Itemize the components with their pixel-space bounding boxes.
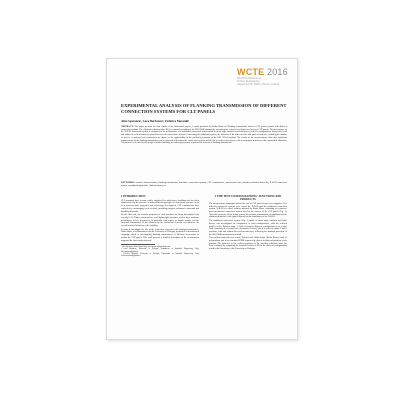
left-column xyxy=(121,195,199,257)
keywords xyxy=(121,182,287,187)
keywords-label: KEYWORDS: xyxy=(121,182,135,184)
body-paragraph: The measurement campaign involved the use of CLT panels from seven suppliers. Two different connection systems were tested: the X-RAD and the traditional connection system. X-RAD is a novel solution patented by Rotho Blaas, consisting of a point-to-point mechanical connection system fixed in the corners of the CLT panels (Fig. 1). About the geometry of the fixing system, the acoustic transmission of vibrations and the vibration properties of the panels depends on the installation of the X-RAD. xyxy=(209,202,287,219)
logo-subtitle-1: World Conference on xyxy=(237,77,262,80)
logo-subtitle-3: August 22-25, 2016 | Vienna, Austria xyxy=(237,83,280,86)
footnote: ³ Federica Morandi, University of Bologna, Department of Industrial Engineering, Italy, federica.morandi@unibo.it xyxy=(121,252,199,258)
paper-title: EXPERIMENTAL ANALYSIS OF FLANKING TRANSMISSION OF DIFFERENT CONNECTION SYSTEMS FOR CLT PANELS xyxy=(121,103,287,114)
right-column xyxy=(209,195,287,252)
conference-logo xyxy=(237,67,289,86)
body-paragraph: Two resilient materials were tested, Xylofon and Aladin Stripe (Rotho Blaas), made of polyurethane and of an extruded EPDM respectively, placed in different positions of the junction. The influence of the resilient products on the vibration reduction index has been evaluated by comparing the measured values of Kij in the different configurations tested in the laboratory of the University of Bologna. xyxy=(209,237,287,251)
section-heading-introduction: 1 INTRODUCTION xyxy=(121,195,146,198)
body-paragraph: In order to investigate the role of the connection elements in the flanking transmission, Rotho Blaas, in collaboration with the University of Bologna, performed a measurement campaign aimed at investigating flanking transmission of different connections to predict the CLT panels. This work presents a detailed description of the measurement setup and the first results achieved. xyxy=(121,228,199,242)
footnote: ² Luca Barbaresi, University of Bologna, Department of Industrial Engineering, Italy, luca.barbaresi@unibo.it xyxy=(121,248,199,253)
footnote: ¹ Alice Speranza, Rotho Blaas, Italy, alice.speranza@rothoblaas.com xyxy=(121,246,171,249)
body-paragraph: The traditional connection system (Fig. 1) made of metal angle brackets and hold-downs, was investigated for comparison, in both configurations, with the resilient profiles of the Xylofon range. A total of fourteen different configurations were tested, each consisting of a vertical and a horizontal element, joined in order to obtain T and L junctions, with and without the resilient interlayer, following the standard procedure of the ISO 10848 measurement method. xyxy=(209,220,287,236)
keywords-text: acoustic characterization, flanking transmission, innovative connection systems, CLT constructions, experimental tests, vibration reduction index Kij, X-RAD connection system, soundproofing profiles, flanksound project xyxy=(121,182,287,187)
section-heading-test-configurations: 2 THE TEST CONFIGURATIONS: JUNCTIONS AND PRODUCTS xyxy=(214,195,282,202)
logo-mark: WCTE 2016 xyxy=(237,67,288,77)
abstract-label: ABSTRACT: xyxy=(121,126,134,128)
abstract xyxy=(121,126,287,145)
author-list: Alice Speranza¹, Luca Barbaresi², Federica Morandi³ xyxy=(121,119,190,123)
paper-page xyxy=(106,58,298,340)
abstract-text: This paper presents the first results of the flanksound project, a study promoted by Rotho Blaas on Flanking transmission between CLT panels jointed with different connection systems. The vibration reduction index Kij is evaluated according to the ISO 10848 standard by measuring the velocity level difference between CLT panels. The performance of the X-RAD connection system is compared to the performance of a traditional connection system made of metal angle brackets and hold-downs, both the configurations being tested with and without a resilient interlayer placed between the connection elements. Concerning the traditional system, the influence of the different sizes and types of fasteners, including the number of screws, is analyzed and conclusions are drawn on the applicability of the predicting formulas of the ISO 12354 standard. The results of the measurements show that significant improvements in the flanking transmission can be achieved with innovative connection systems and the use of resilient interlayers, with a consequent reduction of the transmitted vibrations. Test data are to be used in the design of timber buildings for satisfying acoustic requirements in terms of flanking transmission. xyxy=(121,126,287,145)
logo-subtitle-2: Timber Engineering xyxy=(237,80,260,83)
body-paragraph: On the other side, the acoustic properties of such structures are being investigated only recently [1-5]. Timber constructions, as all lightweight structures, tend to show moderate performance at low frequencies, in particular with respect to impact sounds, and the structural transmission of the vibration by the connection elements can influence the overall acoustic behaviour of the building. xyxy=(121,214,199,228)
body-paragraph: CLT structures have become widely employed for multi-storey buildings and are often characterized by the presence of many different typologies of connection systems. As far as it concerns static properties and technology development, CLT constructions have reached very encouraging levels of detail, providing complete solutions to structural and durability demands. xyxy=(121,199,199,213)
